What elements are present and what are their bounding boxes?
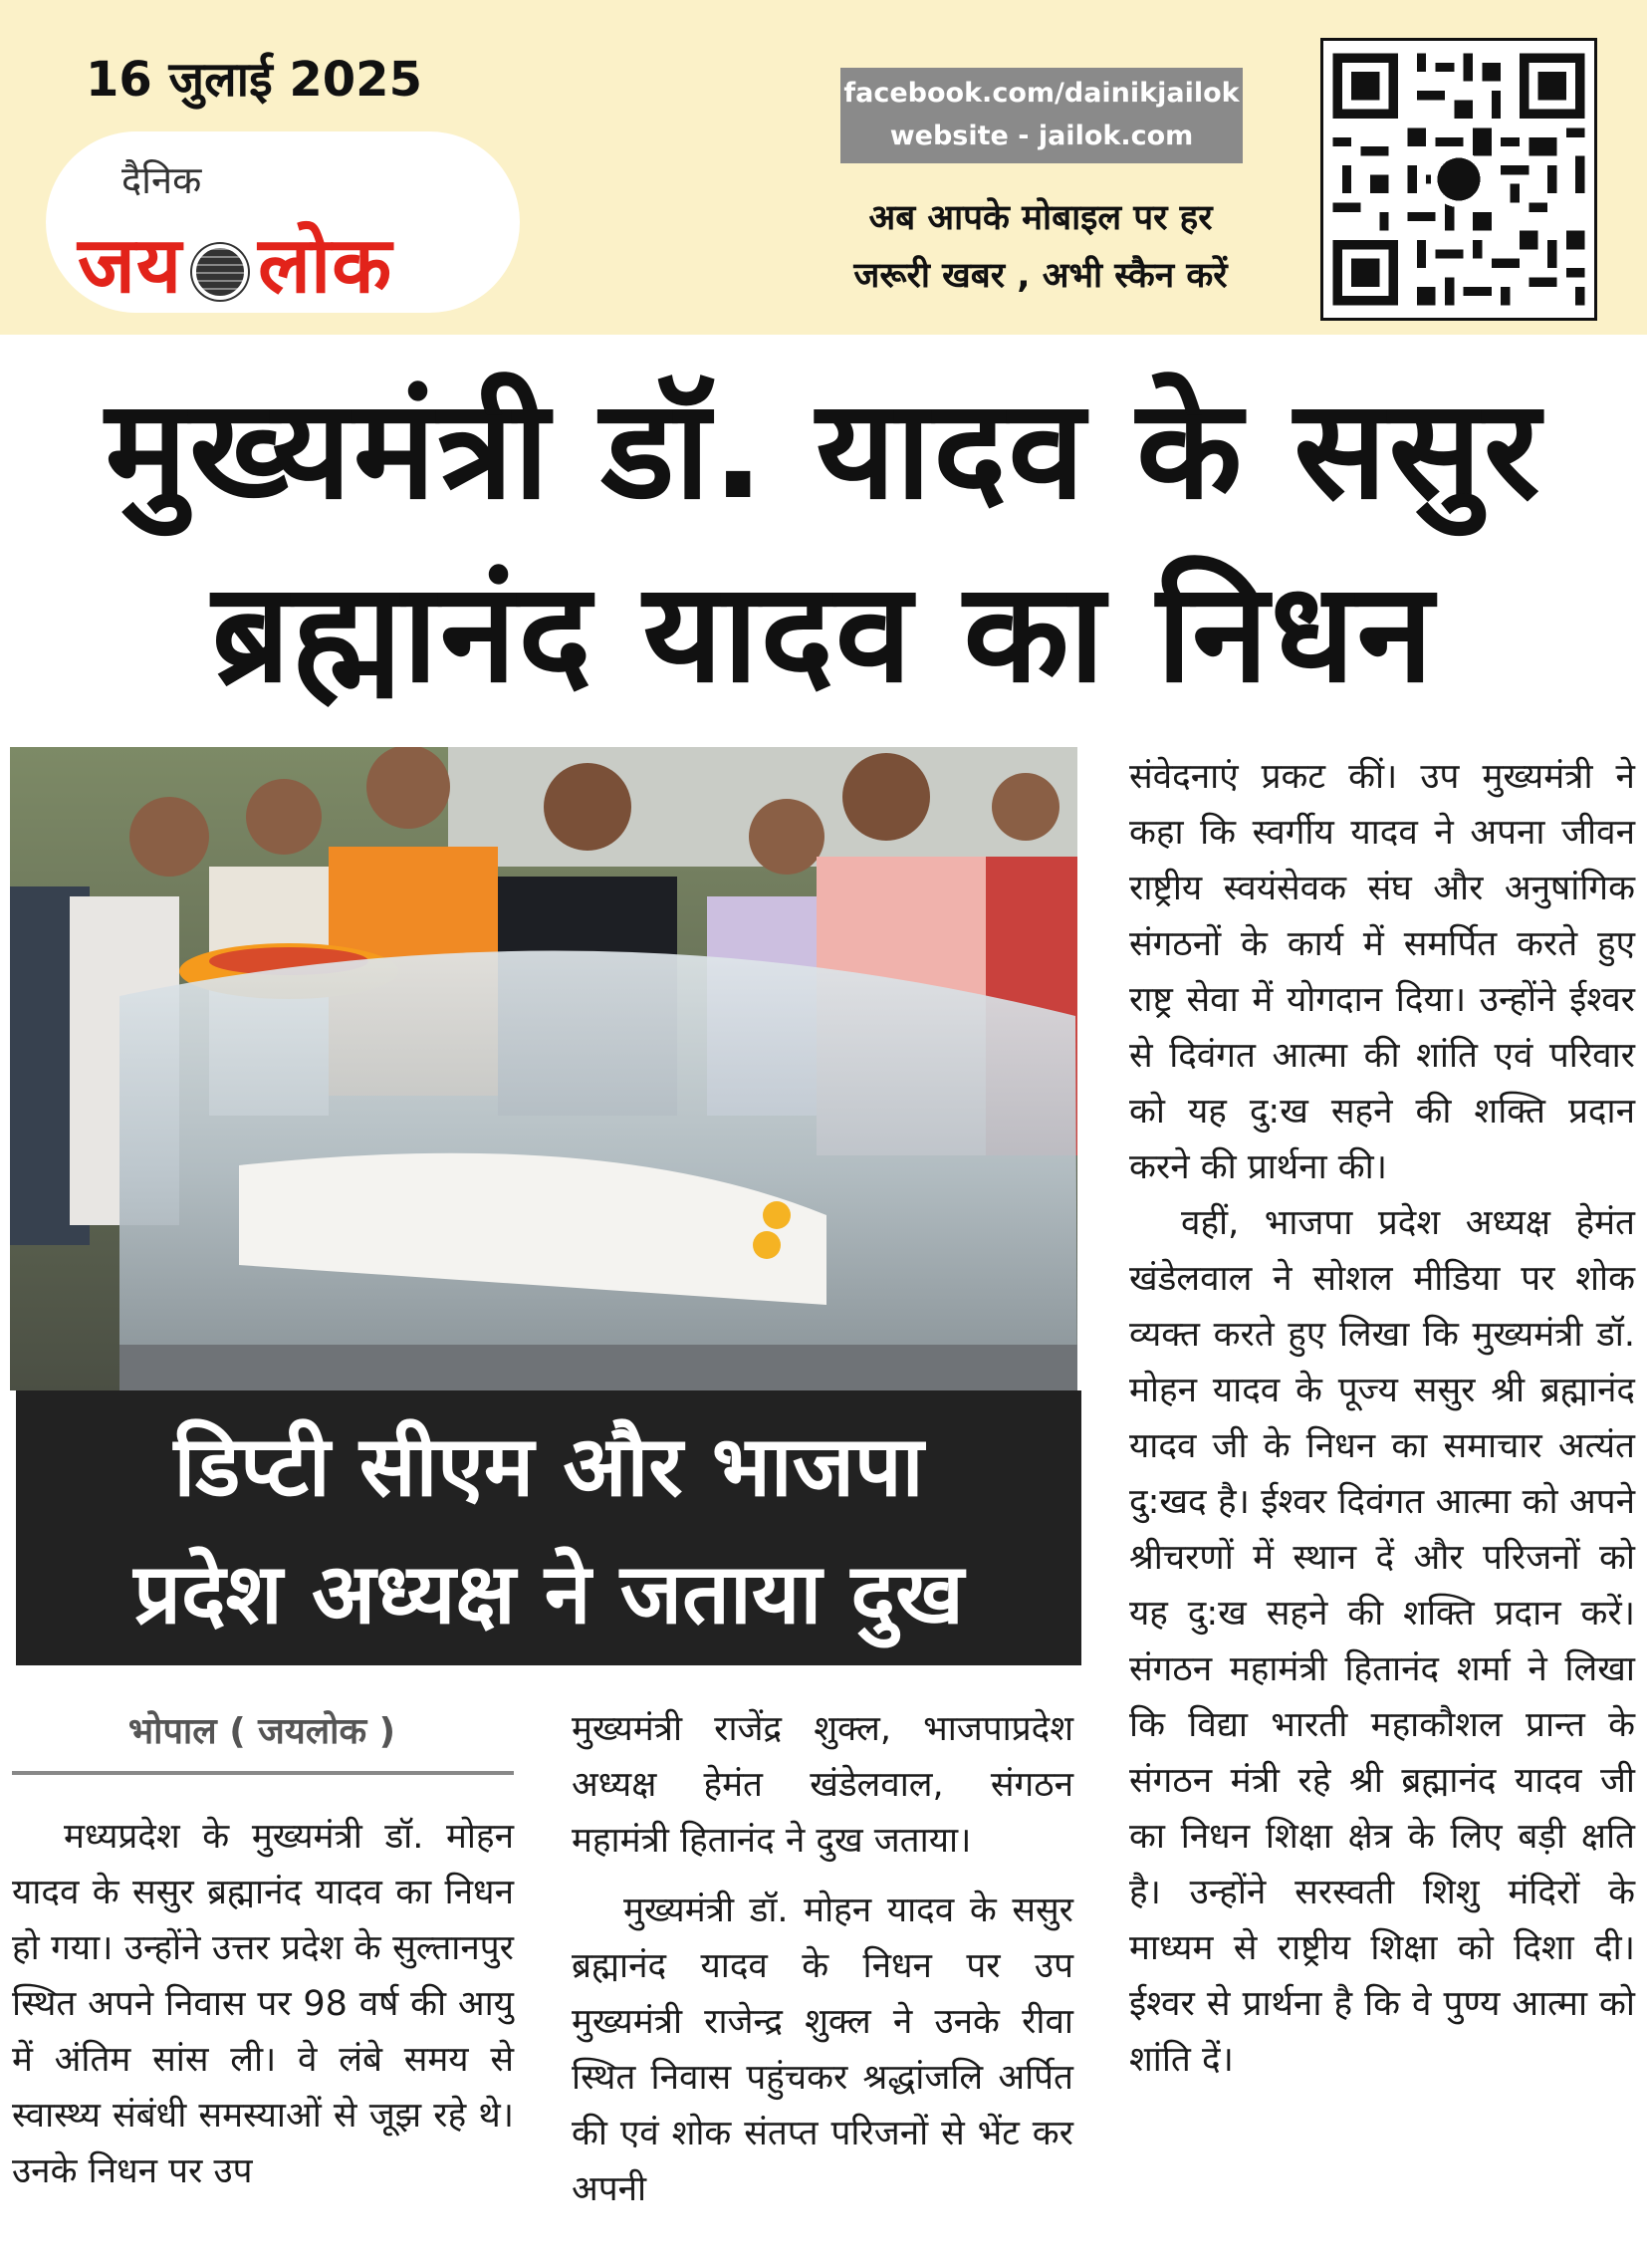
issue-date: 16 जुलाई 2025 [86, 52, 422, 108]
logo-word-left: जय [78, 220, 183, 311]
logo-subtitle: दैनिक [121, 158, 202, 202]
col3-paragraph-1: संवेदनाएं प्रकट कीं। उप मुख्यमंत्री ने कहा कि स्वर्गीय यादव ने अपना जीवन राष्ट्रीय स्वयंसेवक संघ और अनुषांगिक संगठनों के कार्य में समर्पित करते हुए राष्ट्र सेवा में योगदान दिया। उन्होंने ईश्वर से दिवंगत आत्मा की शांति एवं परिवार को यह दु:ख सहने की शक्ति प्रदान करने की प्रार्थना की। [1129, 757, 1635, 1187]
headline-line-2: ब्रह्मानंद यादव का निधन [211, 553, 1436, 713]
subhead-line-1: डिप्टी सीएम और भाजपा [173, 1417, 924, 1515]
facebook-link[interactable]: facebook.com/dainikjailok [843, 78, 1240, 109]
dateline-divider [12, 1771, 514, 1775]
article-dateline: भोपाल ( जयलोक ) [127, 1711, 396, 1752]
qr-code-icon[interactable] [1320, 38, 1597, 321]
scan-promo [817, 189, 1265, 305]
social-links-box [840, 68, 1243, 163]
col2-paragraph-2: मुख्यमंत्री डॉ. मोहन यादव के ससुर ब्रह्मानंद यादव के निधन पर उप मुख्यमंत्री राजेन्द्र शुक्ल ने उनके रीवा स्थित निवास पहुंचकर श्रद्धांजलि अर्पित की एवं शोक संतप्त परिजनों से भेंट कर अपनी [572, 1890, 1073, 2209]
main-headline [0, 359, 1647, 725]
article-column-1 [12, 1809, 514, 2199]
logo-word-right: लोक [258, 220, 393, 311]
qr-code-graphic [1323, 41, 1594, 318]
tribute-photo [10, 747, 1077, 1390]
col2-paragraph-1: मुख्यमंत्री राजेंद्र शुक्ल, भाजपाप्रदेश अध्यक्ष हेमंत खंडेलवाल, संगठन महामंत्री हितानंद ने दुख जताया। [572, 1709, 1073, 1861]
headline-line-1: मुख्यमंत्री डॉ. यादव के ससुर [105, 370, 1542, 530]
website-link[interactable]: website - jailok.com [889, 121, 1194, 151]
article-column-3 [1129, 749, 1635, 2088]
col3-paragraph-2: वहीं, भाजपा प्रदेश अध्यक्ष हेमंत खंडेलवाल ने सोशल मीडिया पर शोक व्यक्त करते हुए लिखा कि मुख्यमंत्री डॉ. मोहन यादव के पूज्य ससुर श्री ब्रह्मानंद यादव जी के निधन का समाचार अत्यंत दु:खद है। ईश्वर दिवंगत आत्मा को अपने श्रीचरणों में स्थान दें और परिजनों को यह दु:ख सहने की शक्ति प्रदान करें। संगठन महामंत्री हितानंद शर्मा ने लिखा कि विद्या भारती महाकौशल प्रान्त के संगठन मंत्री रहे श्री ब्रह्मानंद यादव जी का निधन शिक्षा क्षेत्र के लिए बड़ी क्षति है। उन्होंने सरस्वती शिशु मंदिरों के माध्यम से राष्ट्रीय शिक्षा को दिशा दी। ईश्वर से प्रार्थना है कि वे पुण्य आत्मा को शांति दें। [1129, 1203, 1635, 2080]
article-column-2 [572, 1701, 1073, 2217]
newspaper-logo [78, 209, 392, 315]
col1-paragraph-1: मध्यप्रदेश के मुख्यमंत्री डॉ. मोहन यादव के ससुर ब्रह्मानंद यादव का निधन हो गया। उन्होंने उत्तर प्रदेश के सुल्तानपुर स्थित अपने निवास पर 98 वर्ष की आयु में अंतिम सांस ली। वे लंबे समय से स्वास्थ्य संबंधी समस्याओं से जूझ रहे थे। उनके निधन पर उप [12, 1817, 514, 2191]
photo-graphic [10, 747, 1077, 1390]
promo-line-1: अब आपके मोबाइल पर हर [868, 198, 1213, 238]
subhead-line-2: प्रदेश अध्यक्ष ने जताया दुख [133, 1545, 964, 1642]
promo-line-2: जरूरी खबर , अभी स्कैन करें [853, 256, 1228, 296]
subheadline-box [16, 1390, 1081, 1665]
globe-icon [192, 244, 248, 300]
